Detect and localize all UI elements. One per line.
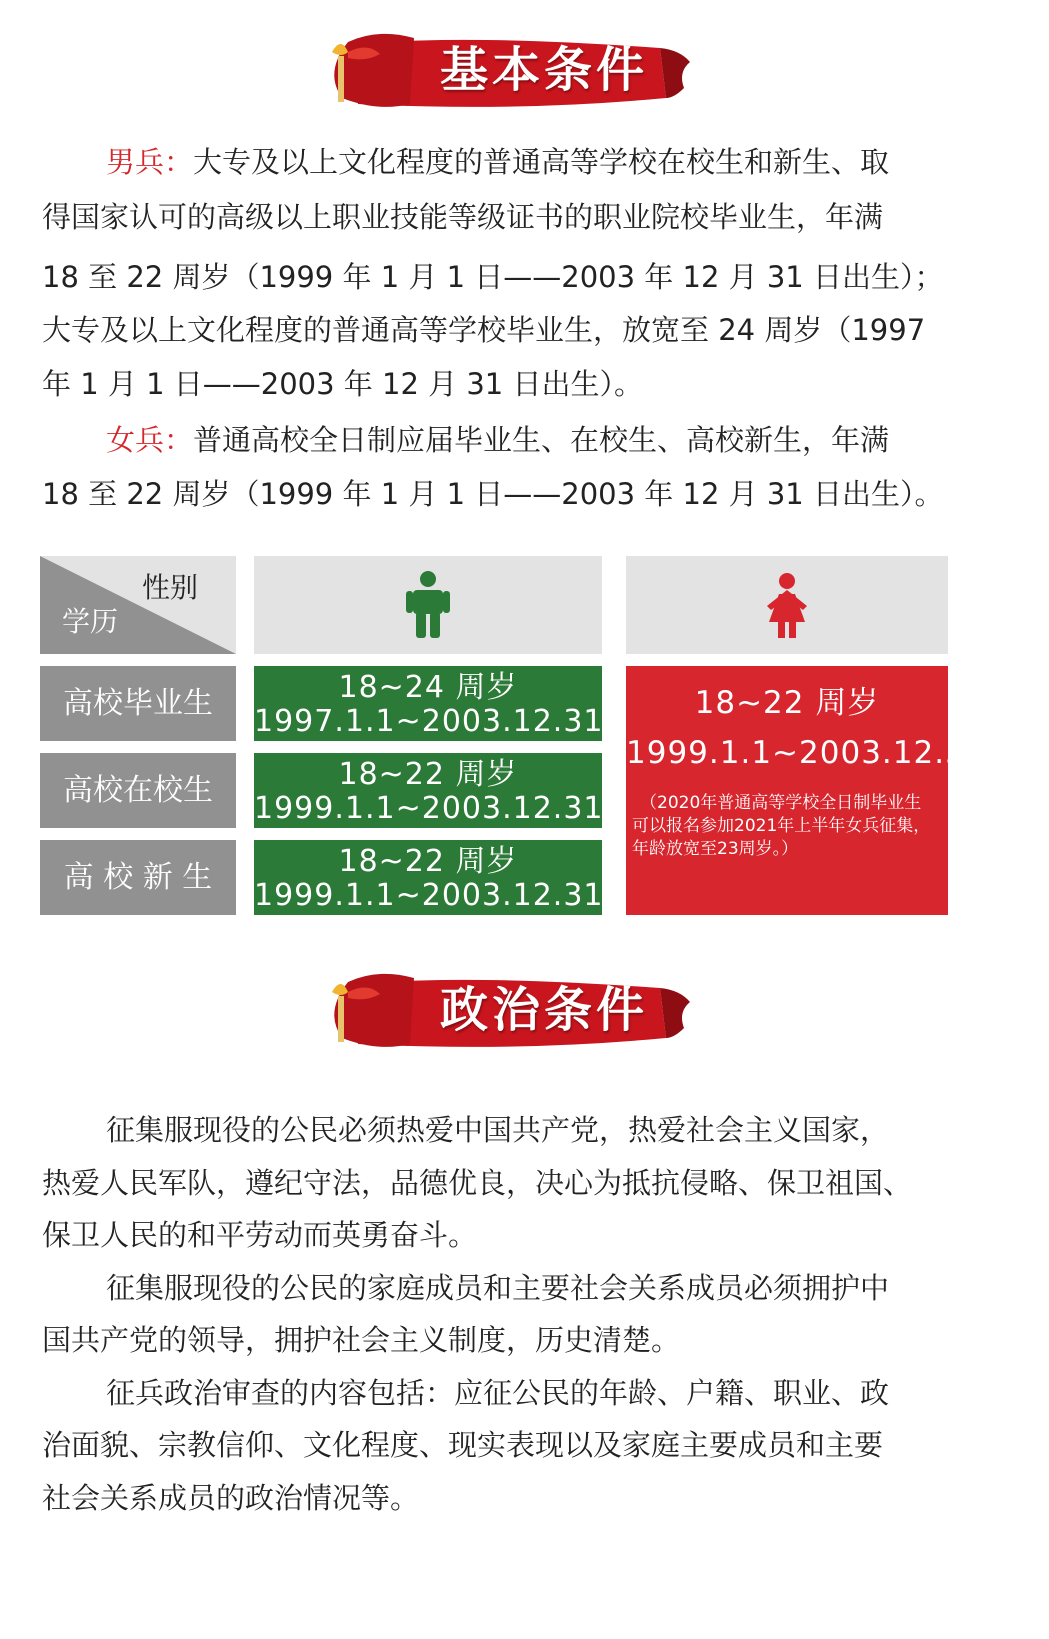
basic-conditions-text <box>42 140 1000 520</box>
male-line-5: 年 1 月 1 日——2003 年 12 月 31 日出生）。 <box>42 367 643 401</box>
political-line-1: 征集服现役的公民必须热爱中国共产党，热爱社会主义国家， <box>106 1113 890 1147</box>
male-line-2: 得国家认可的高级以上职业技能等级证书的职业院校毕业生，年满 <box>42 200 884 234</box>
female-label: 女兵： <box>106 423 194 457</box>
political-line-7: 治面貌、宗教信仰、文化程度、现实表现以及家庭主要成员和主要 <box>42 1428 884 1462</box>
political-line-2: 热爱人民军队，遵纪守法，品德优良，决心为抵抗侵略、保卫祖国、 <box>42 1166 913 1200</box>
male-age-range: 18~24 周岁 <box>338 670 518 705</box>
section-title: 基本条件 <box>439 42 648 98</box>
political-line-4: 征集服现役的公民的家庭成员和主要社会关系成员必须拥护中 <box>106 1271 890 1305</box>
female-column-header <box>626 556 948 654</box>
corner-gender-label: 性别 <box>141 571 198 604</box>
political-conditions-text <box>42 1108 1000 1528</box>
male-age-range: 18~22 周岁 <box>338 757 518 792</box>
female-line-2: 18 至 22 周岁（1999 年 1 月 1 日——2003 年 12 月 31 日出生）。 <box>42 477 944 511</box>
male-line-3: 18 至 22 周岁（1999 年 1 月 1 日——2003 年 12 月 31 日出生）； <box>42 260 944 294</box>
male-line-4: 大专及以上文化程度的普通高等学校毕业生，放宽至 24 周岁（1997 <box>42 313 926 347</box>
female-note: （2020年普通高等学校全日制毕业生 可以报名参加2021年上半年女兵征集， 年龄放宽至23周岁。） <box>632 793 931 859</box>
row-label-current-students: 高校在校生 <box>40 753 236 828</box>
male-cell-graduates <box>254 666 602 741</box>
row-label-new-students: 高 校 新 生 <box>40 840 236 915</box>
woman-icon <box>761 572 813 640</box>
male-date-range: 1999.1.1~2003.12.31 <box>254 791 604 826</box>
section-banner-basic <box>318 32 700 110</box>
female-age-range: 18~22 周岁 <box>694 685 880 721</box>
male-line-1: 男兵：大专及以上文化程度的普通高等学校在校生和新生、取 <box>106 145 890 179</box>
political-line-3: 保卫人民的和平劳动而英勇奋斗。 <box>42 1218 478 1252</box>
corner-education-label: 学历 <box>62 605 119 638</box>
female-cell <box>626 666 987 915</box>
table-corner-header <box>40 556 236 654</box>
male-cell-current-students <box>254 753 602 828</box>
row-label-graduates: 高校毕业生 <box>40 666 236 741</box>
political-line-5: 国共产党的领导，拥护社会主义制度，历史清楚。 <box>42 1323 681 1357</box>
man-icon <box>404 570 452 640</box>
male-date-range: 1999.1.1~2003.12.31 <box>254 878 604 913</box>
political-line-6: 征兵政治审查的内容包括：应征公民的年龄、户籍、职业、政 <box>106 1376 890 1410</box>
female-line-1: 女兵：普通高校全日制应届毕业生、在校生、高校新生，年满 <box>106 423 890 457</box>
section-banner-political <box>318 972 700 1050</box>
section-title: 政治条件 <box>439 982 648 1038</box>
male-date-range: 1997.1.1~2003.12.31 <box>254 704 604 739</box>
male-label: 男兵： <box>106 145 194 179</box>
political-line-8: 社会关系成员的政治情况等。 <box>42 1481 420 1515</box>
male-age-range: 18~22 周岁 <box>338 844 518 879</box>
male-column-header <box>254 556 602 654</box>
male-cell-new-students <box>254 840 602 915</box>
female-date-range: 1999.1.1~2003.12.31 <box>626 735 987 771</box>
